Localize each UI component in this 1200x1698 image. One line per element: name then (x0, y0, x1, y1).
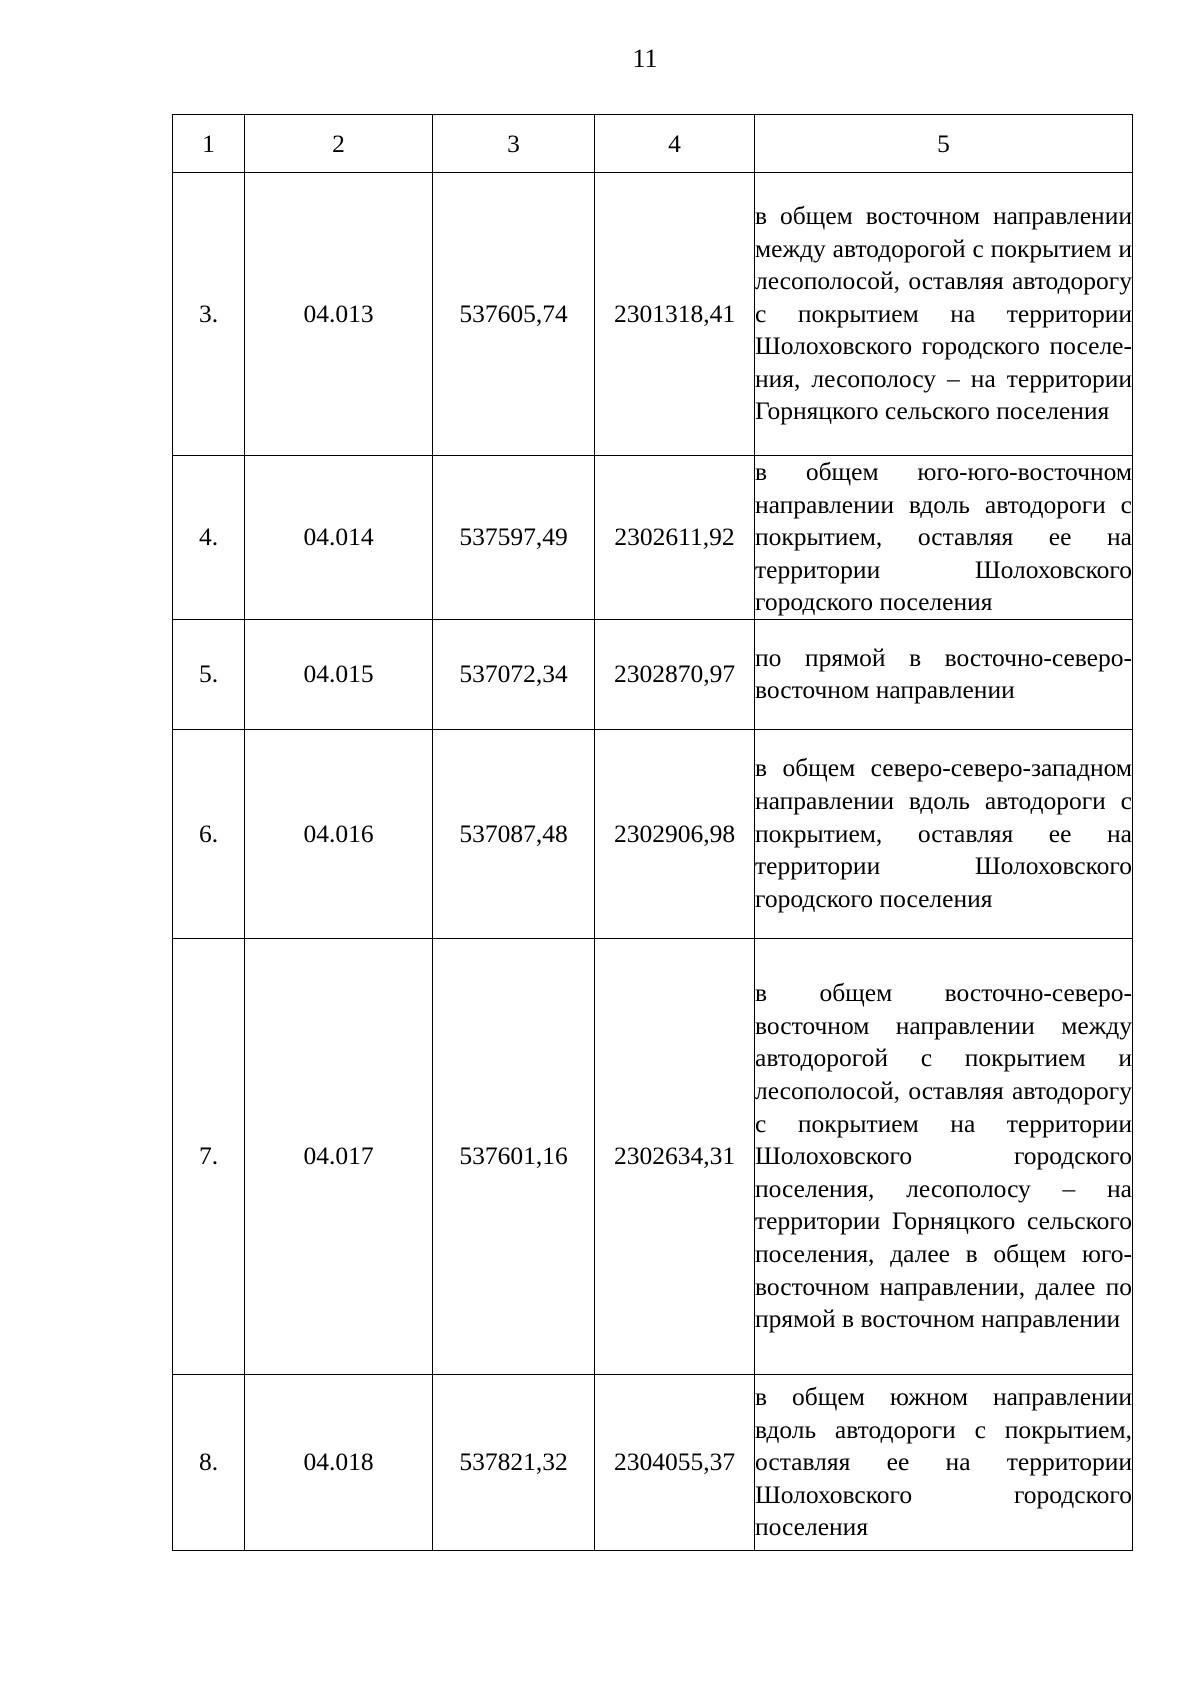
x-coordinate-cell: 537601,16 (433, 938, 595, 1374)
column-header-5: 5 (755, 115, 1133, 173)
point-id-cell: 04.017 (245, 938, 433, 1374)
direction-description-cell: в общем северо-северо-западном направлении вдоль автодороги с покрытием, оставляя ее на территории Шолоховского городского поселения (755, 729, 1133, 938)
x-coordinate-cell: 537072,34 (433, 619, 595, 729)
row-number-cell: 6. (173, 729, 245, 938)
column-header-3: 3 (433, 115, 595, 173)
y-coordinate-cell: 2301318,41 (595, 173, 755, 456)
column-header-2: 2 (245, 115, 433, 173)
table-row (173, 173, 1133, 456)
point-id-cell: 04.018 (245, 1374, 433, 1550)
point-id-cell: 04.013 (245, 173, 433, 456)
x-coordinate-cell: 537605,74 (433, 173, 595, 456)
row-number-cell: 5. (173, 619, 245, 729)
row-number-cell: 4. (173, 456, 245, 620)
y-coordinate-cell: 2302634,31 (595, 938, 755, 1374)
direction-description-cell: в общем южном направлении вдоль автодороги с покрытием, оставляя ее на территории Шолоховского городского поселения (755, 1374, 1133, 1550)
column-header-1: 1 (173, 115, 245, 173)
boundary-points-table (172, 114, 1133, 1551)
page-number: 11 (632, 44, 658, 73)
point-id-cell: 04.015 (245, 619, 433, 729)
point-id-cell: 04.014 (245, 456, 433, 620)
direction-description-cell: в общем восточно-северо-восточном направлении между автодорогой с покрытием и лесополосой, оставляя автодорогу с покрытием на территории Шолоховского городского поселения, лесополосу – на территории Горняцкого сельского поселения, далее в общем юго-восточном направлении, далее по прямой в восточном направлении (755, 938, 1133, 1374)
y-coordinate-cell: 2302906,98 (595, 729, 755, 938)
row-number-cell: 3. (173, 173, 245, 456)
table-row (173, 456, 1133, 620)
direction-description-cell: в общем восточном направлении между автодорогой с покрытием и лесополосой, оставляя автодорогу с покрытием на территории Шолоховского городского поселения, лесополосу – на территории Горняцкого сельского поселения (755, 173, 1133, 456)
point-id-cell: 04.016 (245, 729, 433, 938)
y-coordinate-cell: 2302870,97 (595, 619, 755, 729)
row-number-cell: 8. (173, 1374, 245, 1550)
column-header-4: 4 (595, 115, 755, 173)
x-coordinate-cell: 537087,48 (433, 729, 595, 938)
x-coordinate-cell: 537597,49 (433, 456, 595, 620)
y-coordinate-cell: 2302611,92 (595, 456, 755, 620)
direction-description-cell: в общем юго-юго-восточном направлении вдоль автодороги с покрытием, оставляя ее на территории Шолоховского городского поселения (755, 456, 1133, 620)
table-row (173, 619, 1133, 729)
x-coordinate-cell: 537821,32 (433, 1374, 595, 1550)
y-coordinate-cell: 2304055,37 (595, 1374, 755, 1550)
table-header-row (173, 115, 1133, 173)
row-number-cell: 7. (173, 938, 245, 1374)
table-row (173, 1374, 1133, 1550)
table-row (173, 729, 1133, 938)
direction-description-cell: по прямой в восточно-северо-восточном направлении (755, 619, 1133, 729)
table-row (173, 938, 1133, 1374)
